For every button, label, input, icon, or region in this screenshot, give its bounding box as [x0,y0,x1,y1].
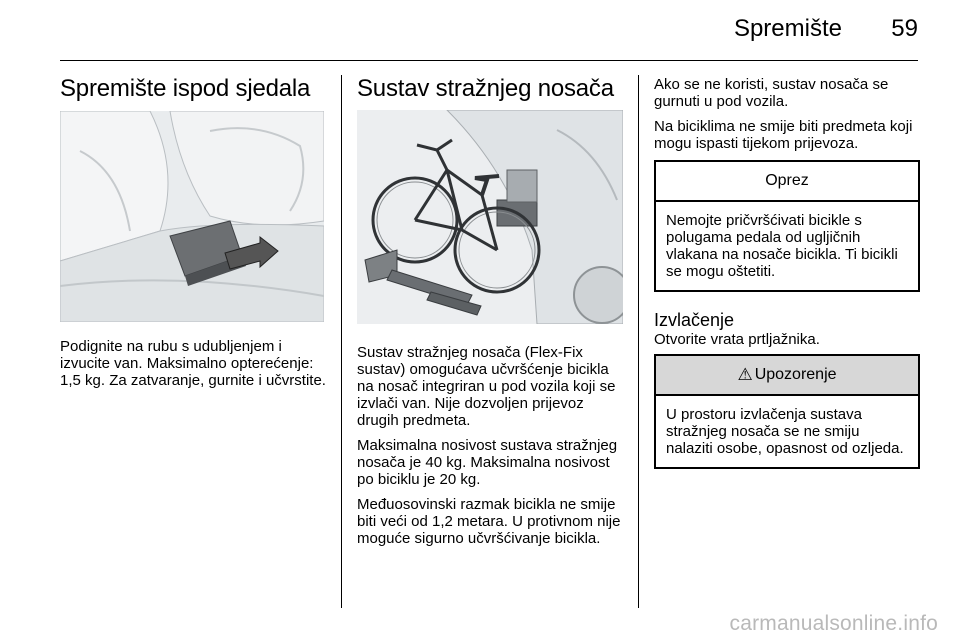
watermark: carmanualsonline.info [729,612,938,635]
body-text: Međuosovinski razmak bicikla ne smije biti veći od 1,2 metara. U protivnom nije moguće sigurno učvršćivanje bicikla. [357,496,621,547]
caution-box [654,160,920,292]
body-text: Na biciklima ne smije biti predmeta koji mogu ispasti tijekom prijevoza. [654,118,913,152]
body-text: Sustav stražnjeg nosača (Flex-Fix sustav) omogućava učvršćenje bicikla na nosač integriran u pod vozila koji se izvlači van. Nije dozvoljen prijevoz drugih predmeta. [357,344,616,429]
warning-box [654,354,920,469]
warning-text: U prostoru izvlačenja sustava stražnjeg nosača se ne smiju nalaziti osobe, opasnost od ozljeda. [666,406,904,457]
caution-text: Nemojte pričvršćivati bicikle s polugama pedala od ugljičnih vlakana na nosače bicikla. Ti bicikli se mogu oštetiti. [666,212,898,280]
column-divider [341,75,342,608]
caution-title: Oprez [656,162,918,202]
header-title: Spremište [733,15,842,42]
rear-bicycle-carrier-illustration [357,110,623,324]
warning-header [656,356,918,396]
body-text: Maksimalna nosivost sustava stražnjeg nosača je 40 kg. Maksimalna nosivost po biciklu je 20 kg. [357,437,618,488]
body-text: Ako se ne koristi, sustav nosača se gurnuti u pod vozila. [654,76,889,110]
section-heading: Sustav stražnjeg nosača [357,75,614,102]
section-heading: Spremište ispod sjedala [60,75,311,102]
under-seat-drawer-illustration [60,111,324,322]
header-rule [60,60,918,61]
warning-triangle-icon: ⚠ [737,365,753,384]
column-divider [638,75,639,608]
body-text: Podignite na rubu s udubljenjem i izvucite van. Maksimalno opterećenje: 1,5 kg. Za zatvaranje, gurnite i učvrstite. [60,338,326,389]
column-seat-storage [60,72,326,397]
column-rear-carrier [357,72,623,555]
page-number: 59 [891,15,918,42]
column-carrier-continued [654,72,920,469]
warning-title: Upozorenje [754,366,837,383]
body-text: Otvorite vrata prtljažnika. [654,331,820,348]
subheading: Izvlačenje [654,310,735,330]
